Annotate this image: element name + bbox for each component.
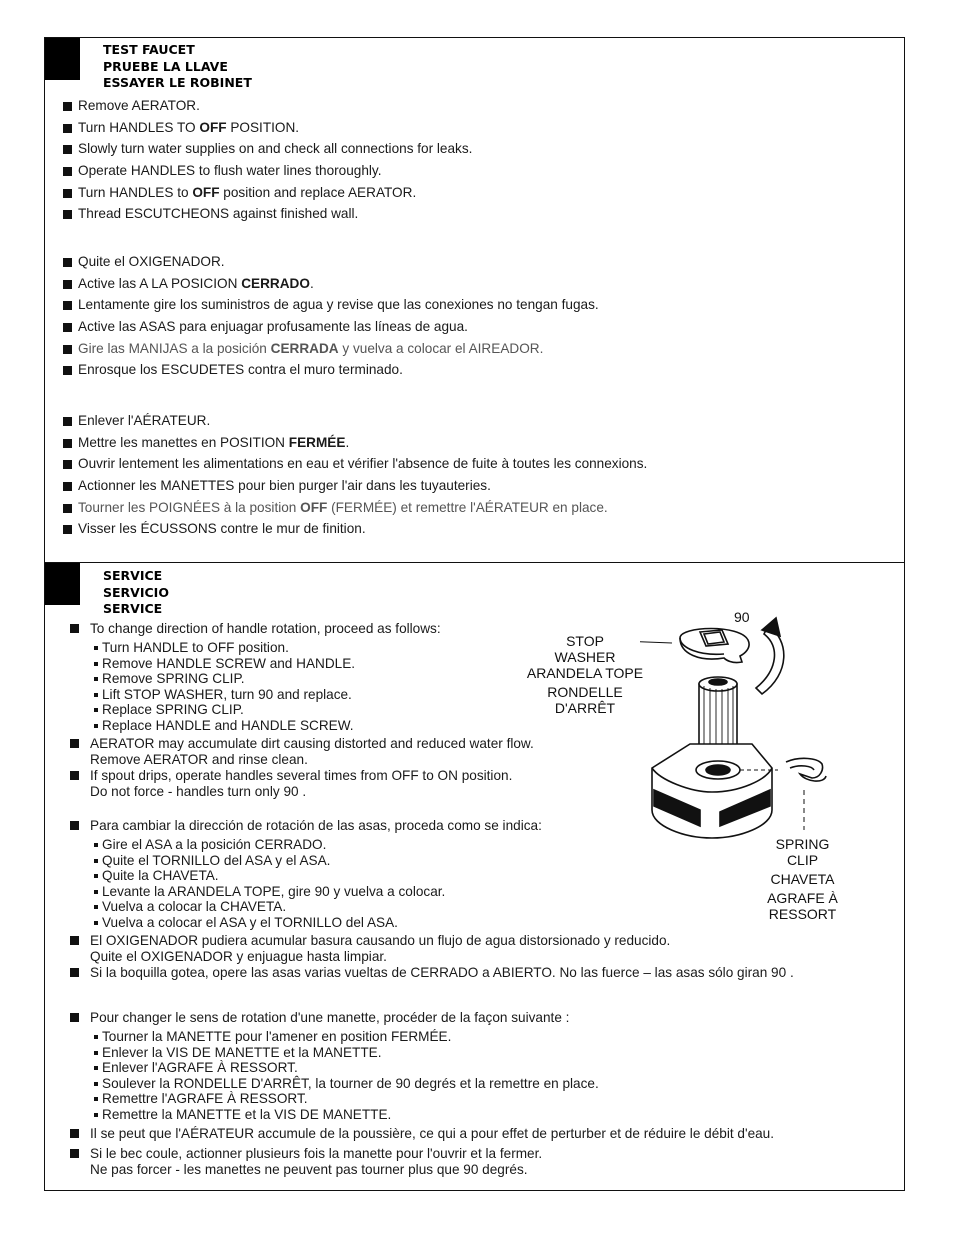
step-item: Vuelva a colocar el ASA y el TORNILLO del ASA.: [102, 915, 398, 931]
test-list-fr: [63, 410, 647, 540]
list-item: Enrosque los ESCUDETES contra el muro terminado.: [63, 359, 599, 381]
bullet-icon: [63, 301, 72, 310]
bullet-icon: [63, 345, 72, 354]
bullet-icon: [63, 124, 72, 133]
list-item: Operate HANDLES to flush water lines thoroughly.: [63, 160, 472, 182]
test-list-en: [63, 95, 472, 225]
service-en-intro: To change direction of handle rotation, proceed as follows:: [90, 621, 441, 637]
bullet-icon: [94, 1066, 98, 1070]
bullet-icon: [94, 1113, 98, 1117]
list-item: Mettre les manettes en POSITION FERMÉE.: [63, 432, 647, 454]
step-item: Lift STOP WASHER, turn 90 and replace.: [102, 687, 352, 703]
step-item: Tourner la MANETTE pour l'amener en position FERMÉE.: [102, 1029, 451, 1045]
bullet-icon: [94, 921, 98, 925]
spring-clip-icon: [786, 758, 826, 830]
bullet-icon: [63, 525, 72, 534]
bullet-icon: [94, 662, 98, 666]
step-item: Quite la CHAVETA.: [102, 868, 219, 884]
bullet-icon: [63, 323, 72, 332]
bullet-icon: [94, 843, 98, 847]
service-en-aerator: AERATOR may accumulate dirt causing distorted and reduced water flow. Remove AERATOR and rinse clean.: [90, 736, 534, 767]
test-faucet-panel: [44, 37, 905, 563]
step-item: Enlever l'AGRAFE À RESSORT.: [102, 1060, 298, 1076]
service-es-intro: Para cambiar la dirección de rotación de las asas, proceda como se indica:: [90, 818, 542, 834]
angle-label: 90: [734, 609, 750, 625]
bullet-icon: [63, 102, 72, 111]
step-item: Turn HANDLE to OFF position.: [102, 640, 289, 656]
list-item: Actionner les MANETTES pour bien purger l'air dans les tuyauteries.: [63, 475, 647, 497]
valve-cartridge-diagram: [640, 600, 840, 840]
step-item: Replace SPRING CLIP.: [102, 702, 244, 718]
bullet-icon: [63, 439, 72, 448]
rotation-arrow-icon: [756, 618, 784, 694]
bullet-icon: [94, 874, 98, 878]
section-marker: [45, 563, 80, 605]
service-es-drip: Si la boquilla gotea, opere las asas varias vueltas de CERRADO a ABIERTO. No las fuerce – las asas sólo giran 90 .: [90, 965, 794, 981]
bullet-icon: [94, 1082, 98, 1086]
step-item: Remettre la MANETTE et la VIS DE MANETTE.: [102, 1107, 391, 1123]
list-item: Visser les ÉCUSSONS contre le mur de finition.: [63, 518, 647, 540]
list-item: Slowly turn water supplies on and check all connections for leaks.: [63, 138, 472, 160]
step-item: Replace HANDLE and HANDLE SCREW.: [102, 718, 354, 734]
bullet-icon: [63, 145, 72, 154]
bullet-icon: [94, 859, 98, 863]
service-fr-drip: Si le bec coule, actionner plusieurs fois la manette pour l'ouvrir et la fermer. Ne pas forcer - les manettes ne peuvent pas tourner plus que 90 degrés.: [90, 1146, 542, 1177]
bullet-icon: [94, 708, 98, 712]
list-item: Thread ESCUTCHEONS against finished wall.: [63, 203, 472, 225]
list-item: Tourner les POIGNÉES à la position OFF (FERMÉE) et remettre l'AÉRATEUR en place.: [63, 497, 647, 519]
service-en-drip: If spout drips, operate handles several times from OFF to ON position. Do not force - handles turn only 90 .: [90, 768, 512, 799]
test-faucet-header: TEST FAUCET PRUEBE LA LLAVE ESSAYER LE ROBINET: [103, 42, 252, 90]
bullet-icon: [63, 460, 72, 469]
list-item: Active las A LA POSICION CERRADO.: [63, 273, 599, 295]
bullet-icon: [94, 1051, 98, 1055]
bullet-icon: [63, 280, 72, 289]
valve-body-icon: [652, 744, 778, 838]
step-item: Soulever la RONDELLE D'ARRÊT, la tourner de 90 degrés et la remettre en place.: [102, 1076, 599, 1092]
list-item: Turn HANDLES to OFF position and replace AERATOR.: [63, 182, 472, 204]
stop-washer-label: STOP WASHER ARANDELA TOPE RONDELLE D'ARRÊT: [526, 633, 644, 716]
bullet-icon: [63, 417, 72, 426]
bullet-icon: [63, 366, 72, 375]
step-item: Remettre l'AGRAFE À RESSORT.: [102, 1091, 308, 1107]
list-item: Enlever l'AÉRATEUR.: [63, 410, 647, 432]
list-item: Ouvrir lentement les alimentations en eau et vérifier l'absence de fuite à toutes les connexions.: [63, 453, 647, 475]
service-fr-aerator: Il se peut que l'AÉRATEUR accumule de la poussière, ce qui a pour effet de perturber et de réduire le débit d'eau.: [90, 1126, 774, 1142]
bullet-icon: [94, 1097, 98, 1101]
step-item: Vuelva a colocar la CHAVETA.: [102, 899, 286, 915]
bullet-icon: [63, 258, 72, 267]
service-fr-intro: Pour changer le sens de rotation d'une manette, procéder de la façon suivante :: [90, 1010, 569, 1026]
list-item: Active las ASAS para enjuagar profusamente las líneas de agua.: [63, 316, 599, 338]
bullet-icon: [94, 693, 98, 697]
bullet-icon: [94, 724, 98, 728]
service-header: SERVICE SERVICIO SERVICE: [103, 568, 169, 616]
list-item: Remove AERATOR.: [63, 95, 472, 117]
bullet-icon: [94, 905, 98, 909]
step-item: Gire el ASA a la posición CERRADO.: [102, 837, 326, 853]
test-list-es: [63, 251, 599, 381]
list-item: Turn HANDLES TO OFF POSITION.: [63, 117, 472, 139]
bullet-icon: [63, 482, 72, 491]
bullet-icon: [63, 189, 72, 198]
step-item: Enlever la VIS DE MANETTE et la MANETTE.: [102, 1045, 382, 1061]
step-item: Remove SPRING CLIP.: [102, 671, 245, 687]
bullet-icon: [63, 504, 72, 513]
bullet-icon: [94, 1035, 98, 1039]
bullet-icon: [94, 646, 98, 650]
section-marker: [45, 38, 80, 80]
bullet-icon: [63, 167, 72, 176]
spring-clip-label: SPRING CLIP CHAVETA AGRAFE À RESSORT: [767, 836, 838, 922]
step-item: Levante la ARANDELA TOPE, gire 90 y vuelva a colocar.: [102, 884, 445, 900]
list-item: Quite el OXIGENADOR.: [63, 251, 599, 273]
stop-washer-icon: [680, 629, 749, 663]
bullet-icon: [63, 210, 72, 219]
list-item: Lentamente gire los suministros de agua y revise que las conexiones no tengan fugas.: [63, 294, 599, 316]
service-es-aerator: El OXIGENADOR pudiera acumular basura causando un flujo de agua distorsionado y reducido. Quite el OXIGENADOR y enjuague hasta limpiar.: [90, 933, 670, 964]
step-item: Remove HANDLE SCREW and HANDLE.: [102, 656, 355, 672]
step-item: Quite el TORNILLO del ASA y el ASA.: [102, 853, 330, 869]
bullet-icon: [94, 677, 98, 681]
list-item: Gire las MANIJAS a la posición CERRADA y vuelva a colocar el AIREADOR.: [63, 338, 599, 360]
bullet-icon: [94, 890, 98, 894]
